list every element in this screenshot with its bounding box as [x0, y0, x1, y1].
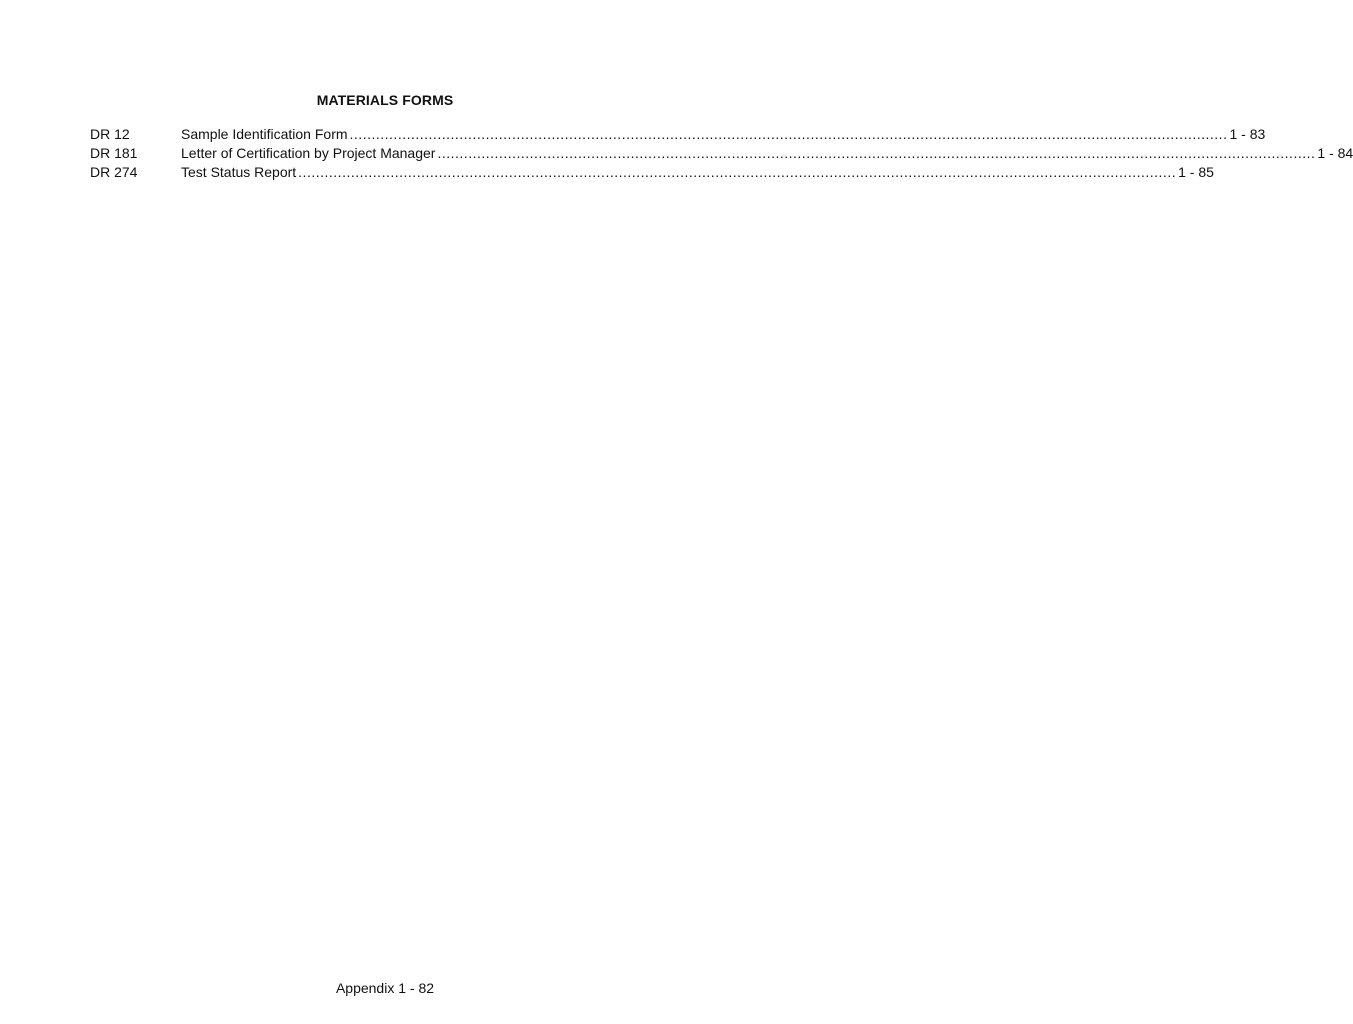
- dot-leader: ........................................................................................................................................................................................................: [437, 145, 1316, 161]
- dot-leader: ........................................................................................................................................................................................................: [298, 164, 1177, 180]
- dot-leader: ........................................................................................................................................................................................................: [349, 126, 1228, 142]
- page-footer: Appendix 1 - 82: [335, 980, 435, 996]
- page-reference: 1 - 85: [1178, 164, 1214, 180]
- toc-entry[interactable]: [90, 125, 1266, 144]
- page-title: MATERIALS FORMS: [316, 92, 454, 108]
- form-code: DR 181: [90, 145, 138, 161]
- page-reference: 1 - 84: [1317, 145, 1353, 161]
- form-code: DR 12: [90, 126, 130, 142]
- toc-entry[interactable]: [90, 144, 1353, 163]
- form-code: DR 274: [90, 164, 138, 180]
- toc-entry[interactable]: [90, 163, 1214, 182]
- form-title: Letter of Certification by Project Manager: [181, 145, 436, 161]
- forms-index: [90, 125, 1353, 182]
- form-title: Sample Identification Form: [181, 126, 348, 142]
- page-reference: 1 - 83: [1229, 126, 1266, 142]
- form-title: Test Status Report: [181, 164, 297, 180]
